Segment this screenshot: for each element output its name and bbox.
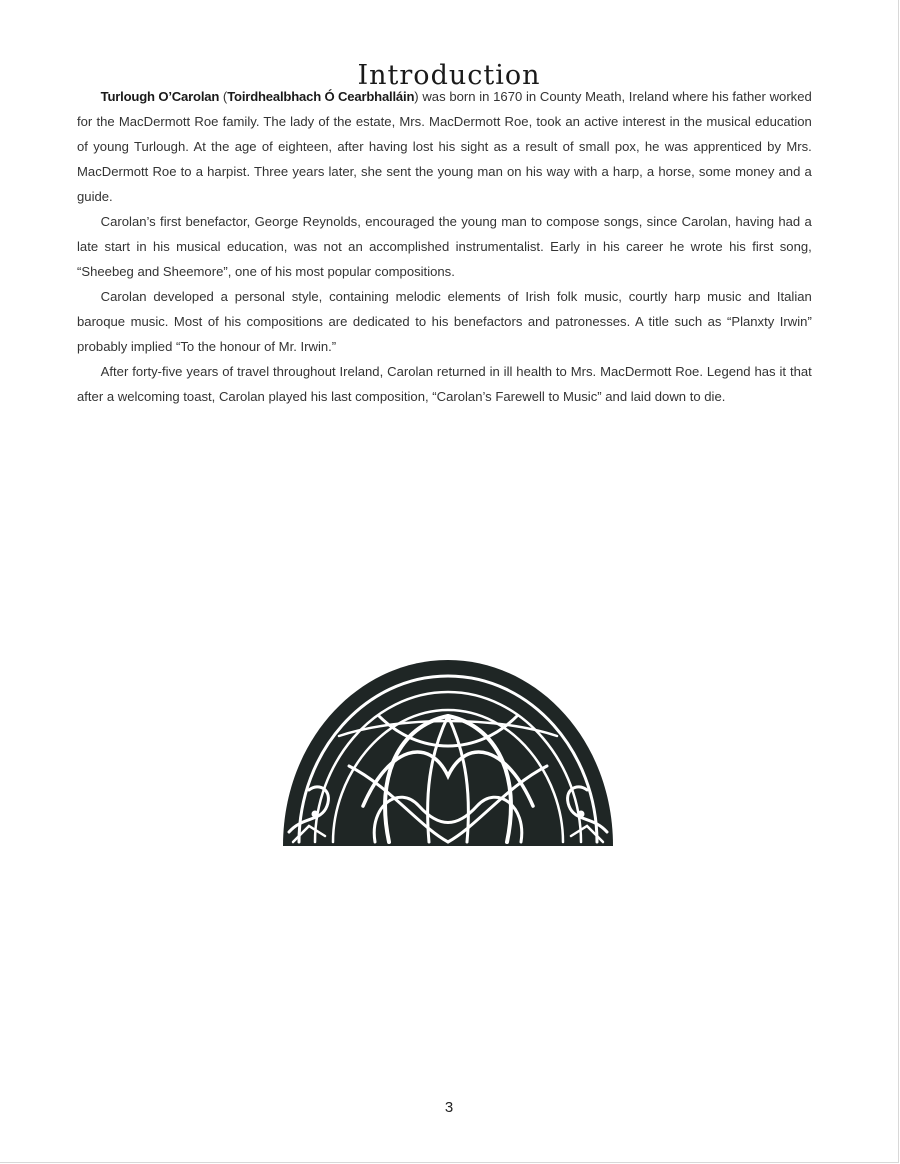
- celtic-knot-semicircle-icon: [279, 656, 617, 850]
- page-number: 3: [444, 1099, 454, 1116]
- knot-background: [283, 660, 613, 846]
- paragraph-1-text: ) was born in 1670 in County Meath, Ireland where his father worked for the MacDermott Roe family. The lady of the estate, Mrs. MacDermott Roe, took an active interest in the musical education of young Turlough. At the age of eighteen, after having lost his sight as a result of small pox, he was apprenticed by Mrs. MacDermott Roe to a harpist. Three years later, she sent the young man on his way with a harp, a horse, some money and a guide.: [77, 89, 812, 204]
- gaelic-name: Toirdhealbhach Ó Cearbhalláin: [227, 89, 415, 104]
- paragraph-2: Carolan’s first benefactor, George Reynolds, encouraged the young man to compose songs, since Carolan, having had a late start in his musical education, was not an accomplished instrumentalist. Early in his career he wrote his first song, “Sheebeg and Sheemore”, one of his most popular compositions.: [77, 214, 812, 279]
- paren-open: (: [219, 89, 228, 104]
- paragraph-3: Carolan developed a personal style, containing melodic elements of Irish folk music, courtly harp music and Italian baroque music. Most of his compositions are dedicated to his benefactors and patronesses. A title such as “Planxty Irwin” probably implied “To the honour of Mr. Irwin.”: [77, 289, 812, 354]
- paragraph-1: [77, 84, 812, 209]
- paragraph-4: After forty-five years of travel throughout Ireland, Carolan returned in ill health to Mrs. MacDermott Roe. Legend has it that after a welcoming toast, Carolan played his last composition, “Carolan’s Farewell to Music” and laid down to die.: [77, 364, 812, 404]
- introduction-body: [77, 84, 812, 409]
- page-title: Introduction: [357, 60, 541, 92]
- carolan-name: Turlough O’Carolan: [100, 89, 220, 104]
